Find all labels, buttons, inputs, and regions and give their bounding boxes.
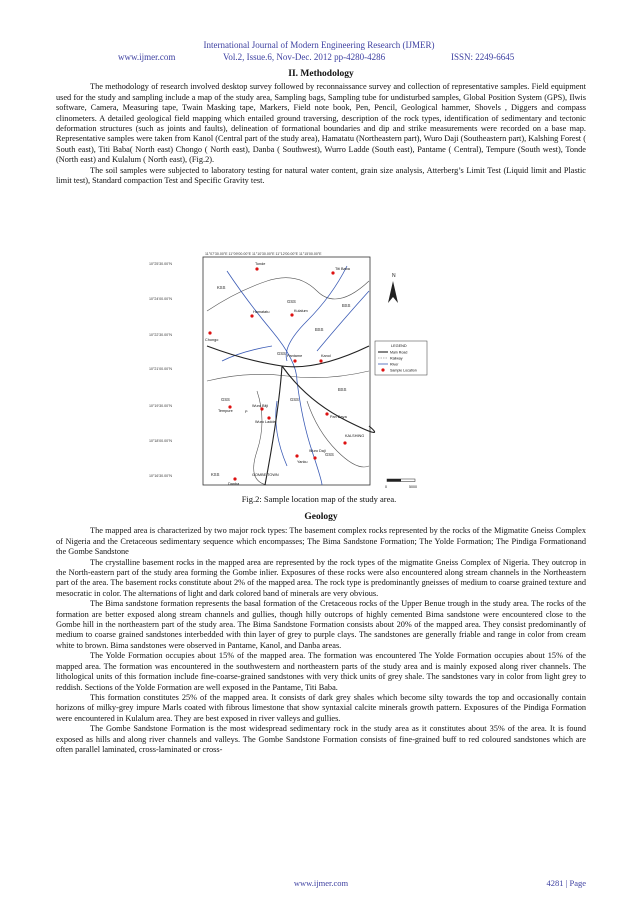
place-label: Wuro Bitji	[252, 404, 269, 408]
geology-heading: Geology	[304, 512, 338, 522]
place-label: Yanku	[297, 460, 308, 464]
legend-item: Railway	[390, 356, 403, 361]
geology-paragraph: The mapped area is characterized by two major rock types: The basement complex rocks represented by the rocks of the Migmatite Gneiss Complex of Nigeria and the Cretaceous sedimentary sequence which encompasses; The Bima Sandstone Formation; The Yolde Formation; The Pindiga Formationand the Gombe Sandstone	[56, 526, 586, 557]
place-label: Chongo	[205, 338, 219, 342]
formation-label: KSS	[217, 285, 226, 290]
formation-label: GSS	[290, 397, 299, 402]
lat-label: 10°22'30.00"N	[149, 333, 172, 337]
place-label: Kulalum	[294, 309, 308, 313]
formation-label: BSS	[342, 303, 351, 308]
scale-start: 0	[385, 485, 387, 489]
header-site-link[interactable]: www.ijmer.com	[118, 52, 176, 62]
sample-location-map	[147, 251, 430, 491]
place-label: Hamatatu	[253, 310, 270, 314]
place-label: KALSHING	[345, 434, 365, 438]
lat-label: 10°18'00.00"N	[149, 439, 172, 443]
legend-item: River	[390, 362, 399, 367]
lat-label: 10°16'30.00"N	[149, 474, 172, 478]
place-label: P	[245, 410, 248, 414]
figure-caption: Fig.2: Sample location map of the study area.	[241, 494, 397, 504]
lat-label: 10°24'00.00"N	[149, 297, 172, 301]
formation-label: BSS	[338, 387, 347, 392]
formation-label: GSS	[221, 397, 230, 402]
formation-label: KSS	[211, 472, 220, 477]
page-number: 4281 | Page	[546, 878, 586, 888]
lat-label: 10°19'30.00"N	[149, 404, 172, 408]
place-label: Tonde	[255, 262, 266, 266]
header-issn: ISSN: 2249-6645	[451, 52, 515, 62]
place-label: Pan Daya	[330, 415, 347, 419]
map-top-ticks: 11°07'30.00"E 11°09'00.00"E 11°10'30.00"E 11°12'00.00"E 11°15'00.00"E	[205, 252, 322, 256]
geology-paragraph: The Yolde Formation occupies about 15% of the mapped area. The formation was encountered The Yolde Formation occupies about 15% of the mapped area. The formation was encountered in the southwestern and northeastern parts of the study area and is mainly exposed along river channels. The lithological units of this formation include fine-coarse-grained sandstones with very thick units of grey shale. The sandstones vary in color from light grey to reddish. Sections of the Yolde Formation are well exposed in the Pantame, Titi Baba.	[56, 651, 586, 692]
place-label: Pantame	[287, 354, 303, 358]
methodology-heading: II. Methodology	[288, 69, 354, 79]
header-volume: Vol.2, Issue.6, Nov-Dec. 2012 pp-4280-4286	[223, 52, 386, 62]
methodology-paragraph-1: The methodology of research involved desktop survey followed by reconnaissance survey and collection of representative samples. Field equipment used for the study and sampling include a map of the study area, Sampling bags, Sampling tube for undisturbed samples, Global Position System (GPS), Ilwis software, Camera, Measuring tape, Twain Masking tape, Markers, Field note book, Pen, Pencil, Geological hammer, Shovels , Diggers and compass clinometers. A detailed geological field mapping which entailed ground traversing, description of the rock types, identification of sedimentary and tectonic deformation structures (such as joints and faults), delineation of formational boundaries and dip and strike measurements were recorded on a base map. Representative samples were taken from Kanol (Central part of the study area), Hamatatu (Northeastern part), Wuro Daji (Southeastern part), Kalshing Forest ( South east), Titi Baba( North east) Chongo ( North east), Danba ( Southwest), Wurro Ladde (South east), Pantame ( Central), Tempure (South west), Tonde (North east) and Kulalum ( North east), (Fig.2).	[56, 82, 586, 165]
formation-label: BSS	[315, 327, 324, 332]
geology-paragraph: This formation constitutes 25% of the mapped area. It consists of dark grey shales which become silty towards the top and occasionally contain horizons of milky-grey impure Marls coated with fibrous limestone that show syntaxial calcite minerals growth pattern. Exposures of the Pindiga Formation were encountered in Kulalum area. They are best exposed in river valleys and gullies.	[56, 692, 586, 723]
lat-label: 10°25'30.00"N	[149, 262, 172, 266]
place-label: GOMBE TOWN	[252, 473, 279, 477]
place-label: Wuro Ladde	[255, 420, 276, 424]
place-label: Tempure	[218, 409, 233, 413]
methodology-section	[56, 69, 586, 186]
formation-label: GSS	[325, 452, 334, 457]
place-label: Wuro Daji	[309, 449, 326, 453]
place-label: Titi Baba	[335, 267, 350, 271]
north-label: N	[392, 273, 396, 279]
legend-item: Main Road	[390, 350, 408, 355]
formation-label: GSS	[287, 299, 296, 304]
geology-section	[56, 512, 586, 755]
map-legend	[375, 341, 427, 375]
geology-paragraph: The Gombe Sandstone Formation is the most widespread sedimentary rock in the study area as it constitutes about 35% of the area. It is found exposed as hills and along river channels and valleys. The Gombe Sandstone Formation consists of fine-grained buff to red coloured sandstones which are often parallel laminated, cross-laminated or cross-	[56, 724, 586, 754]
scale-end: 5000	[409, 485, 417, 489]
lat-label: 10°21'00.00"N	[149, 367, 172, 371]
place-label: Danba	[228, 482, 240, 486]
legend-item: Sample Location	[390, 368, 417, 373]
methodology-paragraph-2: The soil samples were subjected to laboratory testing for natural water content, grain size analysis, Atterberg’s Limit Test (Liquid limit and Plastic limit test), Standard compaction Test and Specific Gravity test.	[56, 165, 586, 186]
legend-title: LEGEND	[391, 344, 407, 348]
footer-site-link[interactable]: www.ijmer.com	[293, 878, 349, 888]
geology-paragraph: The Bima sandstone formation represents the basal formation of the Cretaceous rocks of the Upper Benue trough in the study area. The rocks of the formation are better exposed along stream channels and gullies, though hilly outcrops of highly cemented Bima sandstone were encountered close to the Gombe hill in the northeastern part of the study area. The Bima Sandstone Formation consists about 20% of the mapped area. They consist predominantly of medium to coarse grained sandstones interbedded with thin layer of grey to purple clays. The sandstones are generally friable and range in color from cream white to brown. Bima sandstones were observed in Pantame, Kanol, and Danba areas.	[56, 599, 586, 650]
geology-paragraph: The crystalline basement rocks in the mapped area are represented by the rock types of the migmatite Gneiss Complex of Nigeria. They outcrop in the North-eastern part of the study area forming the Gombe inlier. Exposures of these rocks were also encountered along stream channels in the Northeastern part of the area. The basement rocks constitute about 2% of the mapped area. The rock type is predominantly gneisses of medium to coarse grained texture and mesocratic in color. The alternations of light and dark colored band of minerals are very obvious.	[56, 557, 586, 598]
formation-label: GSS	[277, 351, 286, 356]
map-frame	[203, 257, 370, 485]
place-label: Kanol	[321, 354, 331, 358]
journal-title: International Journal of Modern Engineering Research (IJMER)	[203, 40, 435, 50]
